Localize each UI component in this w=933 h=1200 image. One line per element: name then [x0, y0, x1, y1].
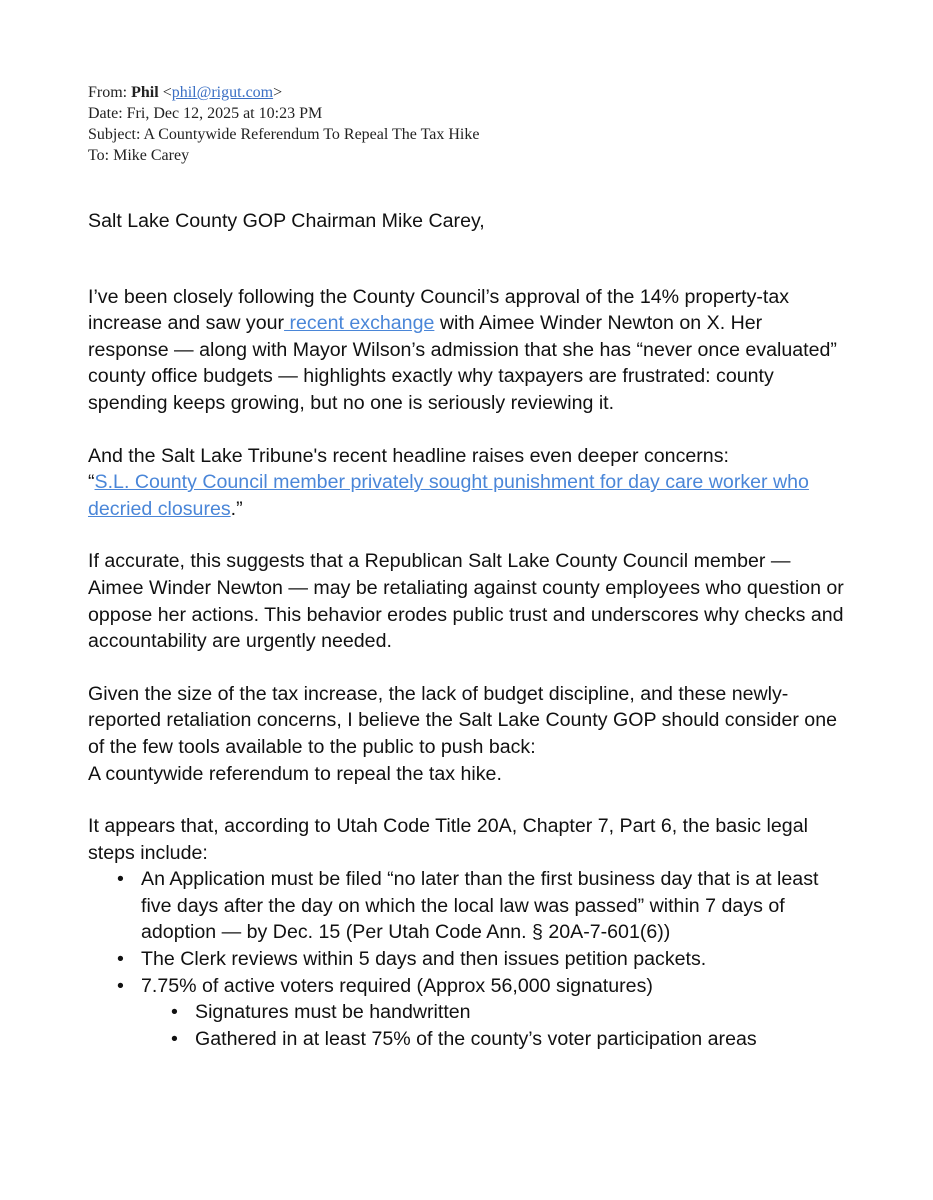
- referendum-statement: A countywide referendum to repeal the tax hike.: [88, 762, 502, 785]
- list-item-text: 7.75% of active voters required (Approx 56,000 signatures): [141, 974, 653, 997]
- paragraph-1: [88, 284, 848, 417]
- letter-body: [88, 208, 848, 1052]
- tribune-headline-link[interactable]: S.L. County Council member privately sought punishment for day care worker who decried closures: [88, 471, 809, 520]
- signature-requirements-list: [141, 999, 848, 1052]
- list-item: [88, 973, 848, 1053]
- close-quote: .”: [230, 497, 243, 520]
- date-line: Date: Fri, Dec 12, 2025 at 10:23 PM: [88, 105, 323, 122]
- from-line: [88, 82, 479, 103]
- sender-email-link[interactable]: phil@rigut.com: [171, 84, 274, 101]
- subject-line: Subject: A Countywide Referendum To Repeal The Tax Hike: [88, 126, 480, 143]
- paragraph-5: It appears that, according to Utah Code Title 20A, Chapter 7, Part 6, the basic legal steps include:: [88, 815, 808, 864]
- to-line: To: Mike Carey: [88, 147, 190, 164]
- sub-list-item: • Gathered in at least 75% of the county’s voter participation areas: [141, 1026, 848, 1053]
- sender-name: Phil: [131, 84, 159, 101]
- paragraph-4: [88, 681, 848, 787]
- paragraph-2-text: And the Salt Lake Tribune's recent headline raises even deeper concerns:: [88, 444, 729, 467]
- list-item: • An Application must be filed “no later than the first business day that is at least five days after the day on which the local law was passed” within 7 days of adoption — by Dec. 15 (Per Utah Code Ann. § 20A-7-601(6)): [88, 866, 848, 946]
- recent-exchange-link[interactable]: recent exchange: [284, 312, 435, 335]
- salutation: Salt Lake County GOP Chairman Mike Carey,: [88, 210, 485, 232]
- paragraph-1-text-a: I’ve been closely following the County Council’s approval of the 14% property-tax increase and saw your: [88, 285, 790, 335]
- email-bracket-close: >: [273, 84, 283, 101]
- email-bracket-open: <: [162, 84, 172, 101]
- sub-list-item: • Signatures must be handwritten: [141, 999, 848, 1026]
- email-header: [88, 82, 479, 166]
- paragraph-1-text-b: with Aimee Winder Newton on X. Her response — along with Mayor Wilson’s admission that she has “never once evaluated” county office budgets — highlights exactly why taxpayers are frustrated: county spending keeps growing, but no one is seriously reviewing it.: [88, 312, 837, 414]
- open-quote: “: [88, 471, 95, 494]
- paragraph-2: [88, 443, 848, 523]
- from-label: From:: [88, 84, 128, 101]
- paragraph-4-text: Given the size of the tax increase, the lack of budget discipline, and these newly-reported retaliation concerns, I believe the Salt Lake County GOP should consider one of the few tools available to the public to push back:: [88, 682, 838, 758]
- list-item: • The Clerk reviews within 5 days and then issues petition packets.: [88, 946, 848, 973]
- paragraph-3: If accurate, this suggests that a Republican Salt Lake County Council member — Aimee Winder Newton — may be retaliating against county employees who question or oppose her actions. This behavior erodes public trust and underscores why checks and accountability are urgently needed.: [88, 550, 844, 653]
- legal-steps-list: [88, 866, 848, 1052]
